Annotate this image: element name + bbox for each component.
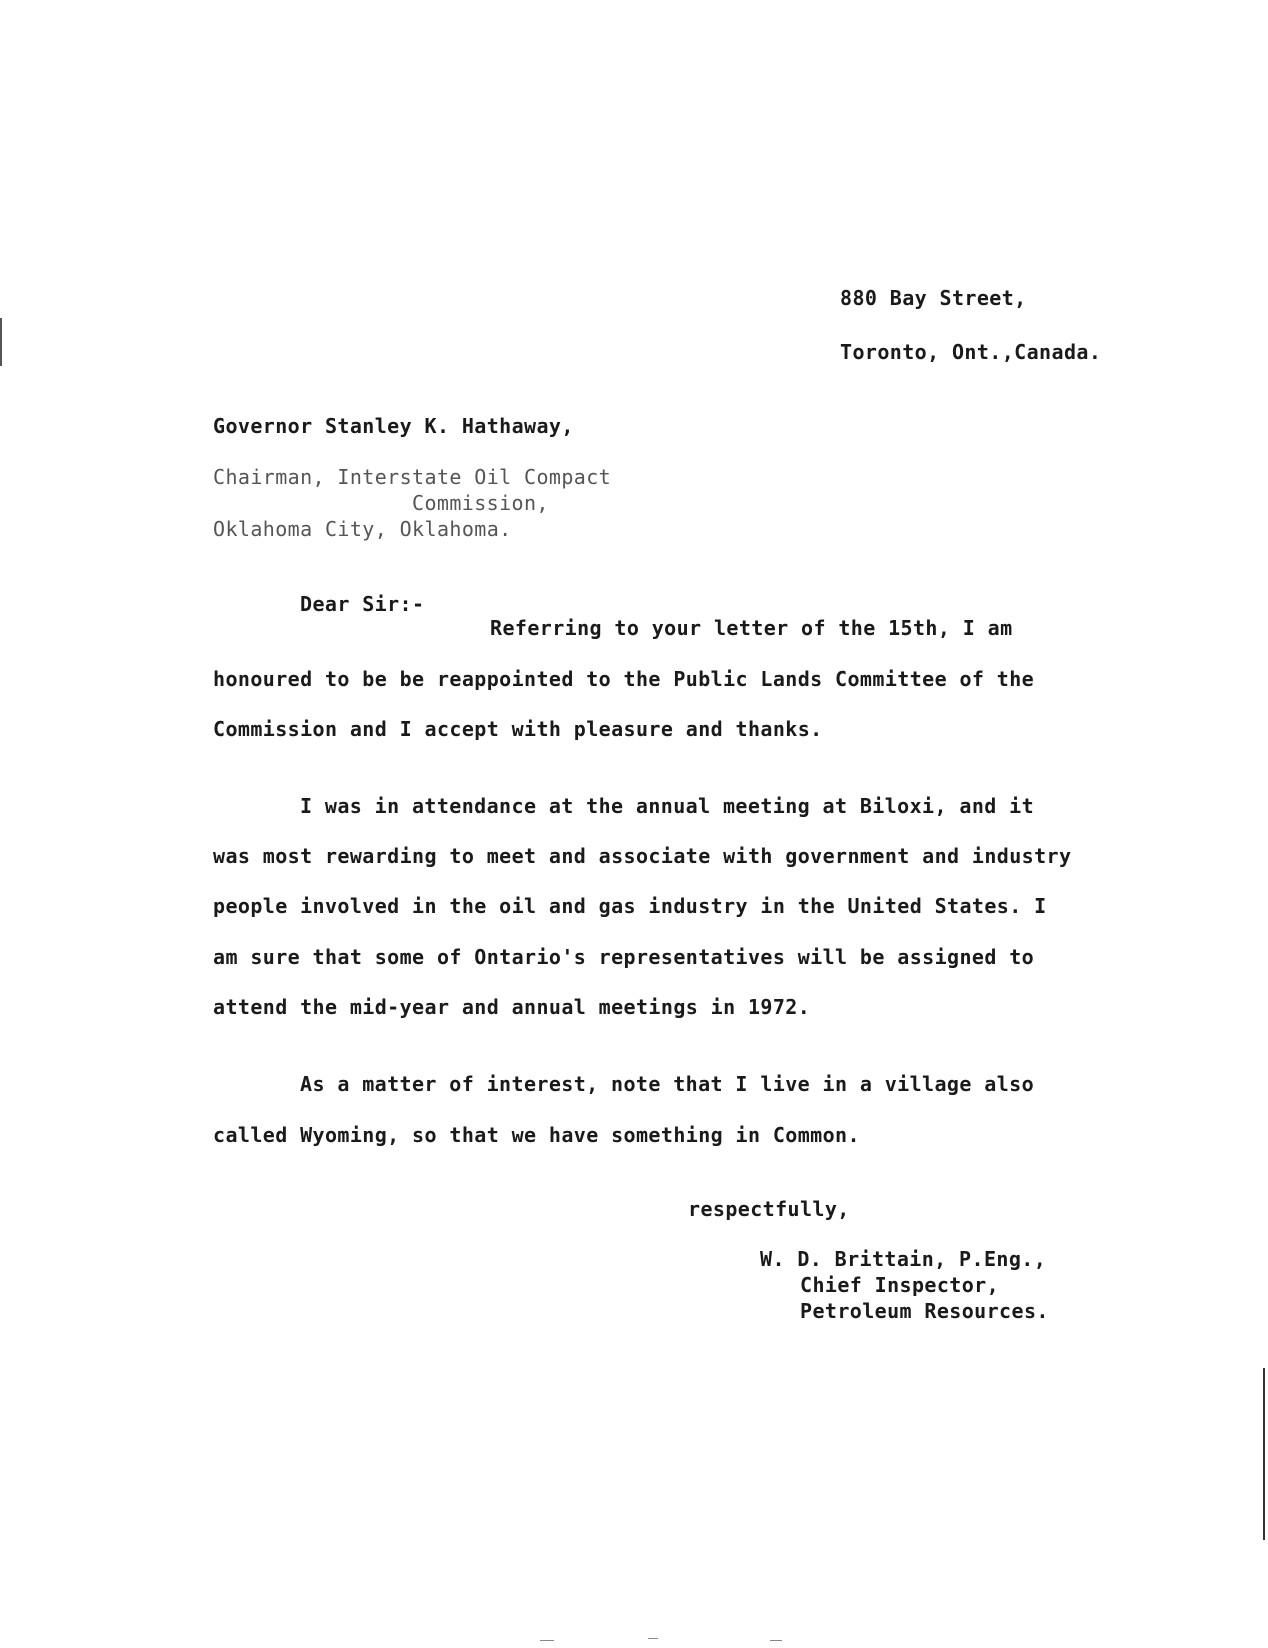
recipient-name: Governor Stanley K. Hathaway, bbox=[213, 414, 574, 438]
recipient-city: Oklahoma City, Oklahoma. bbox=[213, 517, 512, 541]
salutation: Dear Sir:- bbox=[300, 592, 425, 616]
body-line: honoured to be be reappointed to the Public Lands Committee of the bbox=[213, 667, 1035, 691]
scan-speck bbox=[540, 1640, 554, 1641]
scan-edge-mark-left bbox=[0, 318, 2, 366]
scan-edge-mark-right bbox=[1263, 1368, 1265, 1540]
body-line: was most rewarding to meet and associate with government and industry bbox=[213, 844, 1072, 868]
body-line: called Wyoming, so that we have something in Common. bbox=[213, 1123, 860, 1147]
body-line: attend the mid-year and annual meetings in 1972. bbox=[213, 995, 811, 1019]
scan-speck bbox=[648, 1638, 658, 1639]
body-line: am sure that some of Ontario's representatives will be assigned to bbox=[213, 945, 1035, 969]
sender-street: 880 Bay Street, bbox=[840, 286, 1027, 310]
signature-name: W. D. Brittain, P.Eng., bbox=[760, 1247, 1047, 1271]
body-line: Commission and I accept with pleasure and thanks. bbox=[213, 717, 823, 741]
body-line: As a matter of interest, note that I live in a village also bbox=[300, 1072, 1035, 1096]
body-line: I was in attendance at the annual meeting at Biloxi, and it bbox=[300, 794, 1035, 818]
signature-title: Chief Inspector, bbox=[800, 1273, 1000, 1297]
scan-speck bbox=[770, 1640, 782, 1641]
signature-department: Petroleum Resources. bbox=[800, 1299, 1049, 1323]
recipient-title-line2: Commission, bbox=[412, 491, 549, 515]
recipient-title-line1: Chairman, Interstate Oil Compact bbox=[213, 465, 612, 489]
sender-city: Toronto, Ont.,Canada. bbox=[840, 340, 1102, 364]
body-line: Referring to your letter of the 15th, I am bbox=[490, 616, 1013, 640]
closing: respectfully, bbox=[688, 1197, 850, 1221]
body-line: people involved in the oil and gas industry in the United States. I bbox=[213, 894, 1047, 918]
